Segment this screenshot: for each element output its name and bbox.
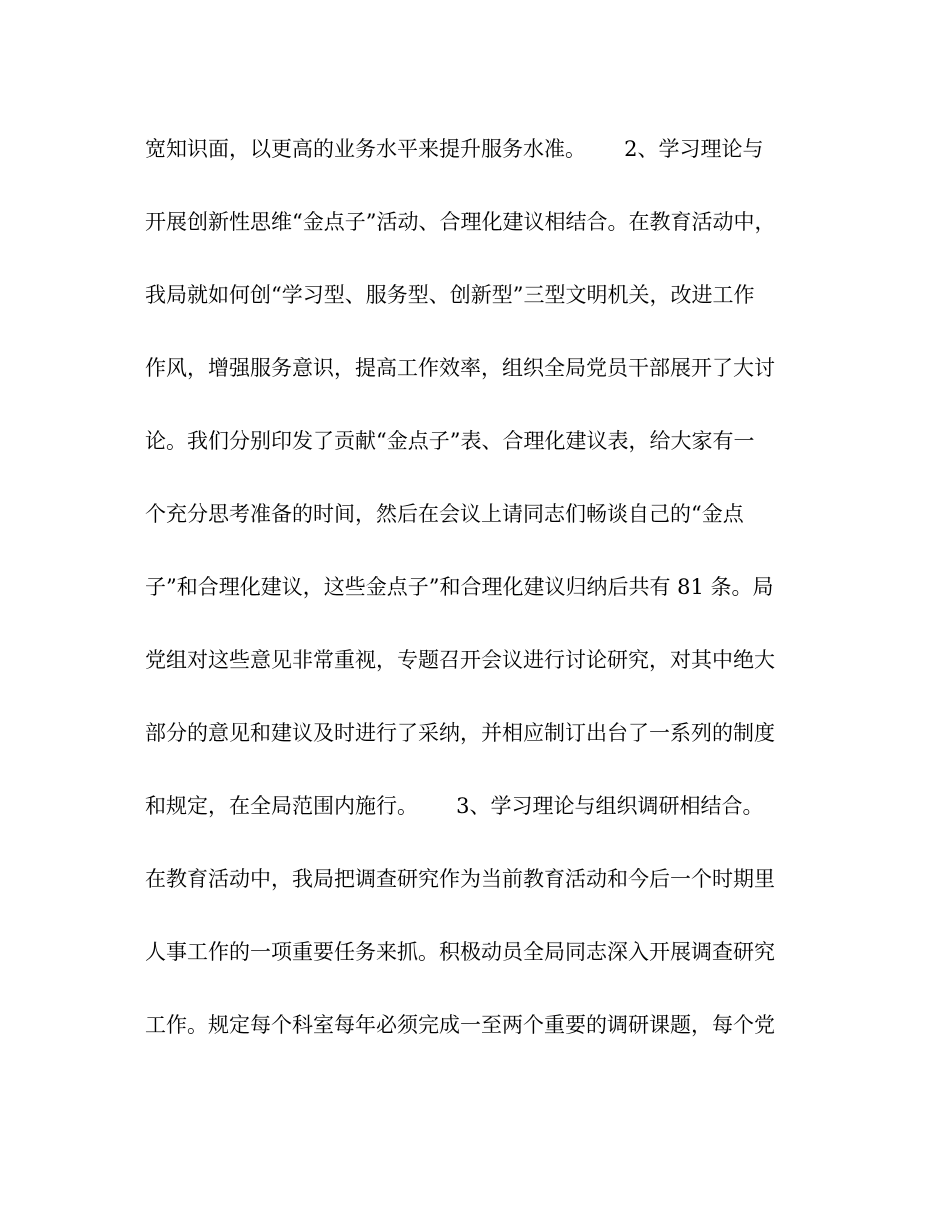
text-line: 部分的意见和建议及时进行了采纳，并相应制订出台了一系列的制度	[145, 721, 775, 745]
body-text	[145, 137, 825, 1086]
text-line: 论。我们分别印发了贡献“金点子”表、合理化建议表，给大家有一	[145, 429, 755, 453]
text-line: 个充分思考准备的时间，然后在会议上请同志们畅谈自己的“金点	[145, 502, 744, 526]
text-line: 在教育活动中，我局把调查研究作为当前教育活动和今后一个时期里	[145, 867, 775, 891]
text-line: 我局就如何创“学习型、服务型、创新型”三型文明机关，改进工作	[145, 283, 755, 307]
text-line: 宽知识面，以更高的业务水平来提升服务水准。 2、学习理论与	[145, 137, 764, 161]
text-line: 工作。规定每个科室每年必须完成一至两个重要的调研课题，每个党	[145, 1013, 775, 1037]
text-line: 党组对这些意见非常重视，专题召开会议进行讨论研究，对其中绝大	[145, 648, 775, 672]
text-line: 开展创新性思维“金点子”活动、合理化建议相结合。在教育活动中，	[145, 210, 776, 234]
text-line: 和规定，在全局范围内施行。 3、学习理论与组织调研相结合。	[145, 794, 764, 818]
text-line: 人事工作的一项重要任务来抓。积极动员全局同志深入开展调查研究	[145, 940, 775, 964]
text-line: 子”和合理化建议，这些金点子”和合理化建议归纳后共有 81 条。局	[145, 575, 774, 599]
text-line: 作风，增强服务意识，提高工作效率，组织全局党员干部展开了大讨	[145, 356, 775, 380]
